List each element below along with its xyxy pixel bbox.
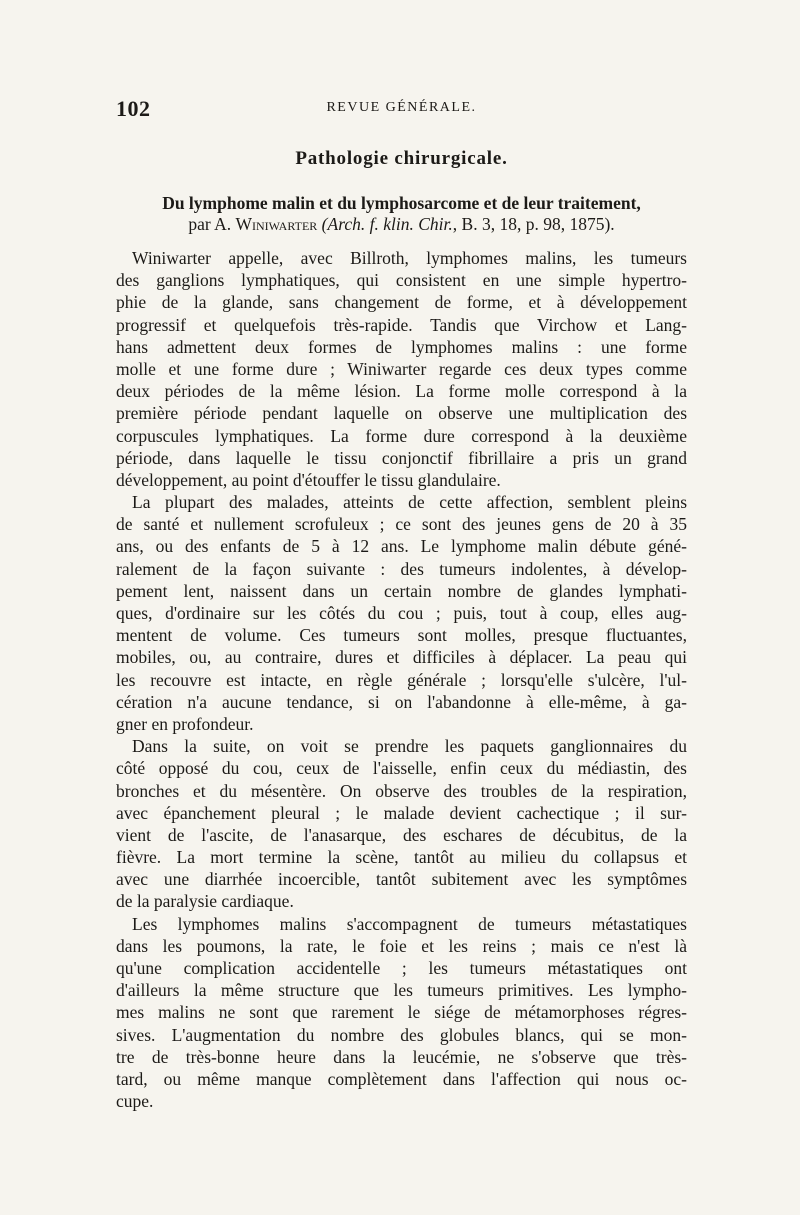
body-text-line: Les lymphomes malins s'accompagnent de tumeurs métastatiques (132, 913, 687, 934)
body-text-line: mes malins ne sont que rarement le siége de métamorphoses régres- (116, 1002, 687, 1023)
body-text-line: deux périodes de la même lésion. La forme molle correspond à la (116, 381, 687, 402)
body-text-line: ans, ou des enfants de 5 à 12 ans. Le lymphome malin débute géné- (116, 536, 687, 557)
body-text-line: progressif et quelquefois très-rapide. Tandis que Virchow et Lang- (116, 314, 687, 335)
body-text-line: La plupart des malades, atteints de cette affection, semblent pleins (132, 492, 687, 513)
reference-details: , B. 3, 18, p. 98, 1875). (452, 214, 615, 234)
journal-reference: (Arch. f. klin. Chir. (321, 214, 453, 234)
body-text-line: phie de la glande, sans changement de forme, et à développement (116, 292, 687, 313)
body-text-line: molle et une forme dure ; Winiwarter regarde ces deux types comme (116, 358, 687, 379)
body-text-line: avec une diarrhée incoercible, tantôt subitement avec les symptômes (116, 869, 687, 890)
body-text-line: les recouvre est intacte, en règle générale ; lorsqu'elle s'ulcère, l'ul- (116, 669, 687, 690)
body-text-line: pement lent, naissent dans un certain nombre de glandes lymphati- (116, 580, 687, 601)
body-text-line: tre de très-bonne heure dans la leucémie, ne s'observe que très- (116, 1046, 687, 1067)
body-text-line: mobiles, ou, au contraire, dures et difficiles à déplacer. La peau qui (116, 647, 687, 668)
body-text-line: première période pendant laquelle on observe une multiplication des (116, 403, 687, 424)
body-text-line: dans les poumons, la rate, le foie et les reins ; mais ce n'est là (116, 935, 687, 956)
body-text-line: des ganglions lymphatiques, qui consistent en une simple hypertro- (116, 270, 687, 291)
body-text-line: période, dans laquelle le tissu conjonctif fibrillaire a pris un grand (116, 447, 687, 468)
body-text-line: cération n'a aucune tendance, si on l'abandonne à elle-même, à ga- (116, 691, 687, 712)
body-text-line: gner en profondeur. (116, 713, 254, 734)
body-text-line: Winiwarter appelle, avec Billroth, lymphomes malins, les tumeurs (132, 248, 687, 268)
body-text-line: tard, ou même manque complètement dans l'affection qui nous oc- (116, 1068, 687, 1089)
body-text-line: cupe. (116, 1091, 154, 1112)
journal-title: REVUE GÉNÉRALE. (326, 100, 477, 115)
body-text-line: Dans la suite, on voit se prendre les paquets ganglionnaires du (132, 736, 687, 757)
body-text-line: vient de l'ascite, de l'anasarque, des eschares de décubitus, de la (116, 824, 687, 845)
byline-prefix: par A. (188, 214, 236, 234)
body-text-line: côté opposé du cou, ceux de l'aisselle, enfin ceux du médiastin, des (116, 758, 687, 779)
body-text-line: d'ailleurs la même structure que les tumeurs primitives. Les lympho- (116, 980, 687, 1001)
section-heading: Pathologie chirurgicale. (295, 148, 508, 169)
running-head (116, 96, 687, 126)
body-text-line: qu'une complication accidentelle ; les tumeurs métastatiques ont (116, 958, 687, 978)
body-text-line: mentent de volume. Ces tumeurs sont molles, presque fluctuantes, (116, 625, 687, 646)
page-number: 102 (116, 96, 151, 121)
article-byline (116, 213, 687, 235)
body-text-line: bronches et du mésentère. On observe des troubles de la respiration, (116, 780, 687, 801)
body-text-line: corpuscules lymphatiques. La forme dure correspond à la deuxième (116, 425, 687, 446)
body-text-line: hans admettent deux formes de lymphomes malins : une forme (116, 336, 687, 357)
body-text-line: sives. L'augmentation du nombre des globules blancs, qui se mon- (116, 1024, 687, 1045)
body-text-line: ques, d'ordinaire sur les côtés du cou ; puis, tout à coup, elles aug- (116, 603, 687, 623)
body-text-line: développement, au point d'étouffer le tissu glandulaire. (116, 469, 501, 490)
body-text-line: fièvre. La mort termine la scène, tantôt au milieu du collapsus et (116, 847, 687, 868)
body-text-line: ralement de la façon suivante : des tumeurs indolentes, à dévelop- (116, 558, 687, 579)
body-text-line: de la paralysie cardiaque. (116, 891, 294, 912)
article-title: Du lymphome malin et du lymphosarcome et de leur traitement, (162, 193, 641, 213)
body-text-line: de santé et nullement scrofuleux ; ce sont des jeunes gens de 20 à 35 (116, 514, 687, 535)
body-text-line: avec épanchement pleural ; le malade devient cachectique ; il sur- (116, 802, 687, 823)
article-body (116, 247, 687, 1112)
article-author: Winiwarter (235, 214, 318, 234)
